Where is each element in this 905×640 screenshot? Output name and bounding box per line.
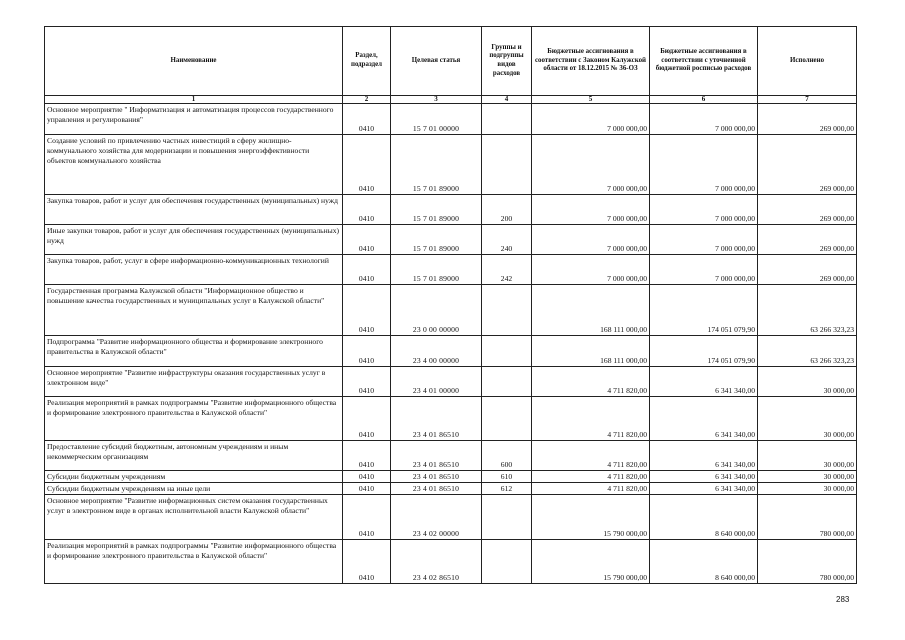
header-name: Наименование xyxy=(45,27,343,96)
column-number: 6 xyxy=(650,96,758,104)
row-law-allocation: 168 111 000,00 xyxy=(532,336,650,367)
row-section: 0410 xyxy=(343,441,391,471)
row-expense-group: 240 xyxy=(482,225,532,255)
table-row xyxy=(45,135,857,195)
row-executed: 780 000,00 xyxy=(758,495,857,540)
column-number: 1 xyxy=(45,96,343,104)
row-section: 0410 xyxy=(343,540,391,584)
table-row xyxy=(45,441,857,471)
header-law-allocation: Бюджетные ассигнования в соответствии с Законом Калужской области от 18.12.2015 № 36-ОЗ xyxy=(532,27,650,96)
row-target-article: 23 4 01 86510 xyxy=(391,397,482,441)
row-executed: 63 266 323,23 xyxy=(758,336,857,367)
column-number: 3 xyxy=(391,96,482,104)
row-name: Иные закупки товаров, работ и услуг для обеспечения государственных (муниципальных) нужд xyxy=(45,225,343,255)
column-number: 4 xyxy=(482,96,532,104)
header-target: Целевая статья xyxy=(391,27,482,96)
budget-table-sheet xyxy=(44,26,856,584)
row-expense-group xyxy=(482,104,532,135)
row-executed: 269 000,00 xyxy=(758,135,857,195)
row-law-allocation: 7 000 000,00 xyxy=(532,195,650,225)
row-name: Основное мероприятие "Развитие инфраструктуры оказания государственных услуг в электронном виде" xyxy=(45,367,343,397)
column-number: 5 xyxy=(532,96,650,104)
row-expense-group xyxy=(482,336,532,367)
table-row xyxy=(45,397,857,441)
table-row xyxy=(45,195,857,225)
row-target-article: 23 4 02 00000 xyxy=(391,495,482,540)
row-expense-group xyxy=(482,397,532,441)
row-executed: 269 000,00 xyxy=(758,104,857,135)
header-refined-allocation: Бюджетные ассигнования в соответствии с уточненной бюджетной росписью расходов xyxy=(650,27,758,96)
row-refined-allocation: 7 000 000,00 xyxy=(650,255,758,285)
row-executed: 269 000,00 xyxy=(758,225,857,255)
budget-table xyxy=(44,26,857,584)
row-law-allocation: 15 790 000,00 xyxy=(532,540,650,584)
row-refined-allocation: 6 341 340,00 xyxy=(650,471,758,483)
table-row xyxy=(45,471,857,483)
row-expense-group xyxy=(482,367,532,397)
row-executed: 30 000,00 xyxy=(758,483,857,495)
row-target-article: 23 4 01 86510 xyxy=(391,483,482,495)
column-number-row xyxy=(45,96,857,104)
row-name: Реализация мероприятий в рамках подпрограммы "Развитие информационного общества и формирование электронного правительства в Калужской области" xyxy=(45,540,343,584)
row-executed: 30 000,00 xyxy=(758,471,857,483)
row-refined-allocation: 8 640 000,00 xyxy=(650,540,758,584)
table-row xyxy=(45,255,857,285)
row-executed: 30 000,00 xyxy=(758,441,857,471)
row-section: 0410 xyxy=(343,195,391,225)
row-law-allocation: 15 790 000,00 xyxy=(532,495,650,540)
row-section: 0410 xyxy=(343,255,391,285)
table-row xyxy=(45,104,857,135)
row-target-article: 23 4 02 86510 xyxy=(391,540,482,584)
row-refined-allocation: 6 341 340,00 xyxy=(650,441,758,471)
row-target-article: 15 7 01 89000 xyxy=(391,195,482,225)
column-number: 7 xyxy=(758,96,857,104)
row-name: Закупка товаров, работ и услуг для обеспечения государственных (муниципальных) нужд xyxy=(45,195,343,225)
row-expense-group xyxy=(482,540,532,584)
row-refined-allocation: 7 000 000,00 xyxy=(650,135,758,195)
row-name: Основное мероприятие "Развитие информационных систем оказания государственных услуг в электронном виде в органах исполнительной власти Калужской области" xyxy=(45,495,343,540)
row-target-article: 23 4 00 00000 xyxy=(391,336,482,367)
row-executed: 30 000,00 xyxy=(758,367,857,397)
table-header-row xyxy=(45,27,857,96)
row-law-allocation: 7 000 000,00 xyxy=(532,104,650,135)
row-refined-allocation: 6 341 340,00 xyxy=(650,397,758,441)
row-refined-allocation: 6 341 340,00 xyxy=(650,367,758,397)
row-section: 0410 xyxy=(343,397,391,441)
row-expense-group: 200 xyxy=(482,195,532,225)
row-executed: 30 000,00 xyxy=(758,397,857,441)
row-law-allocation: 4 711 820,00 xyxy=(532,397,650,441)
row-section: 0410 xyxy=(343,367,391,397)
row-name: Субсидии бюджетным учреждениям xyxy=(45,471,343,483)
row-expense-group: 600 xyxy=(482,441,532,471)
row-law-allocation: 7 000 000,00 xyxy=(532,135,650,195)
row-expense-group: 242 xyxy=(482,255,532,285)
table-row xyxy=(45,225,857,255)
row-name: Создание условий по привлечению частных инвестиций в сферу жилищно-коммунального хозяйства для модернизации и повышения энергоэффективности объектов коммунального хозяйства xyxy=(45,135,343,195)
row-target-article: 23 4 01 86510 xyxy=(391,441,482,471)
row-refined-allocation: 7 000 000,00 xyxy=(650,225,758,255)
row-name: Предоставление субсидий бюджетным, автономным учреждениям и иным некоммерческим организациям xyxy=(45,441,343,471)
table-row xyxy=(45,540,857,584)
row-expense-group xyxy=(482,135,532,195)
row-law-allocation: 4 711 820,00 xyxy=(532,483,650,495)
row-refined-allocation: 6 341 340,00 xyxy=(650,483,758,495)
row-section: 0410 xyxy=(343,225,391,255)
row-executed: 780 000,00 xyxy=(758,540,857,584)
row-executed: 269 000,00 xyxy=(758,255,857,285)
row-name: Реализация мероприятий в рамках подпрограммы "Развитие информационного общества и формирование электронного правительства в Калужской области" xyxy=(45,397,343,441)
row-refined-allocation: 8 640 000,00 xyxy=(650,495,758,540)
row-section: 0410 xyxy=(343,135,391,195)
row-section: 0410 xyxy=(343,336,391,367)
table-row xyxy=(45,495,857,540)
row-target-article: 23 0 00 00000 xyxy=(391,285,482,336)
row-target-article: 23 4 01 86510 xyxy=(391,471,482,483)
row-target-article: 15 7 01 89000 xyxy=(391,255,482,285)
row-target-article: 23 4 01 00000 xyxy=(391,367,482,397)
row-expense-group: 610 xyxy=(482,471,532,483)
row-section: 0410 xyxy=(343,471,391,483)
row-section: 0410 xyxy=(343,104,391,135)
table-row xyxy=(45,336,857,367)
header-section: Раздел, подраздел xyxy=(343,27,391,96)
row-expense-group xyxy=(482,285,532,336)
row-law-allocation: 7 000 000,00 xyxy=(532,255,650,285)
row-law-allocation: 7 000 000,00 xyxy=(532,225,650,255)
row-law-allocation: 4 711 820,00 xyxy=(532,471,650,483)
header-groups: Группы и подгруппы видов расходов xyxy=(482,27,532,96)
column-number: 2 xyxy=(343,96,391,104)
row-refined-allocation: 7 000 000,00 xyxy=(650,195,758,225)
row-section: 0410 xyxy=(343,483,391,495)
row-refined-allocation: 174 051 079,90 xyxy=(650,285,758,336)
row-executed: 269 000,00 xyxy=(758,195,857,225)
table-row xyxy=(45,285,857,336)
row-law-allocation: 4 711 820,00 xyxy=(532,441,650,471)
table-row xyxy=(45,483,857,495)
row-name: Закупка товаров, работ, услуг в сфере информационно-коммуникационных технологий xyxy=(45,255,343,285)
row-target-article: 15 7 01 89000 xyxy=(391,225,482,255)
row-law-allocation: 4 711 820,00 xyxy=(532,367,650,397)
table-row xyxy=(45,367,857,397)
row-refined-allocation: 174 051 079,90 xyxy=(650,336,758,367)
row-expense-group xyxy=(482,495,532,540)
row-section: 0410 xyxy=(343,285,391,336)
row-expense-group: 612 xyxy=(482,483,532,495)
page-number: 283 xyxy=(836,595,850,604)
row-name: Государственная программа Калужской области "Информационное общество и повышение качества государственных и муниципальных услуг в Калужской области" xyxy=(45,285,343,336)
row-executed: 63 266 323,23 xyxy=(758,285,857,336)
table-body xyxy=(45,104,857,584)
row-section: 0410 xyxy=(343,495,391,540)
row-law-allocation: 168 111 000,00 xyxy=(532,285,650,336)
row-refined-allocation: 7 000 000,00 xyxy=(650,104,758,135)
row-name: Субсидии бюджетным учреждениям на иные цели xyxy=(45,483,343,495)
row-target-article: 15 7 01 00000 xyxy=(391,104,482,135)
row-name: Подпрограмма "Развитие информационного общества и формирование электронного правительства в Калужской области" xyxy=(45,336,343,367)
row-target-article: 15 7 01 89000 xyxy=(391,135,482,195)
header-executed: Исполнено xyxy=(758,27,857,96)
row-name: Основное мероприятие " Информатизация и автоматизация процессов государственного управления и регулирования" xyxy=(45,104,343,135)
